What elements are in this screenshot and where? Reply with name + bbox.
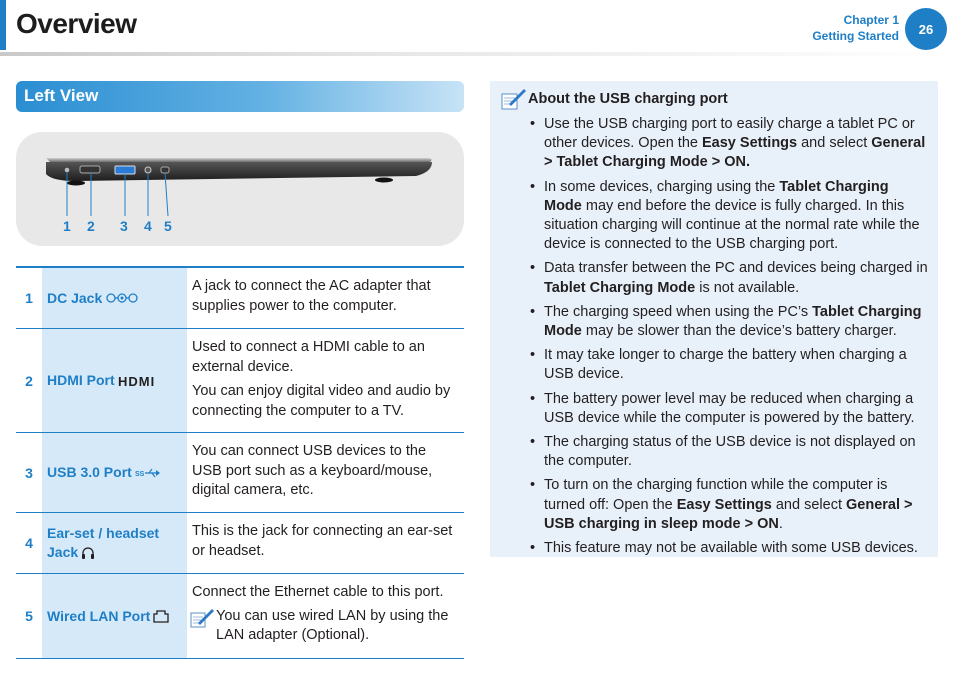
section-heading-left-view: Left View — [16, 81, 464, 112]
port-name: HDMI Port — [47, 372, 115, 388]
port-name: Wired LAN Port — [47, 607, 151, 624]
list-item — [496, 115, 928, 173]
text: The charging speed when using the PC’s — [544, 303, 813, 320]
text-bold: Tablet Charging Mode — [544, 178, 889, 214]
row-number: 1 — [25, 290, 33, 306]
lan-icon — [153, 609, 169, 623]
note-title: About the USB charging port — [528, 91, 728, 107]
text: . — [778, 515, 783, 532]
port-description — [187, 433, 464, 512]
laptop-side-icon — [16, 132, 464, 246]
dc-jack-icon — [105, 292, 139, 304]
note-pencil-icon — [496, 87, 528, 111]
port-name-cell — [42, 574, 187, 658]
text-bold: Easy Settings — [676, 496, 772, 513]
description-text: Used to connect a HDMI cable to an external device. — [192, 339, 425, 375]
row-number: 5 — [25, 608, 33, 624]
port-name-cell — [42, 433, 187, 512]
text-bold: Easy Settings — [702, 135, 798, 152]
text: and select — [797, 135, 872, 152]
description-text: This is the jack for connecting an ear-set or headset. — [192, 523, 453, 559]
list-item — [496, 476, 928, 534]
lan-note-text: You can use wired LAN by using the LAN adapter (Optional). — [216, 607, 449, 643]
header-accent-bar — [0, 0, 6, 50]
port-callout-3: 3 — [120, 218, 128, 234]
port-callout-4: 4 — [144, 218, 152, 234]
row-number: 2 — [25, 372, 33, 389]
device-left-view-illustration — [16, 132, 464, 246]
text: may be slower than the device’s battery charger. — [581, 323, 897, 340]
text: In some devices, charging using the — [544, 178, 780, 195]
port-name-cell — [42, 329, 187, 432]
lan-note — [192, 607, 459, 646]
text-bold: General > USB charging in sleep mode > ON — [544, 496, 913, 532]
port-name-cell — [42, 513, 187, 573]
port-callout-2: 2 — [87, 218, 95, 234]
list-item — [496, 178, 928, 255]
headset-icon — [81, 546, 95, 560]
port-callout-5: 5 — [164, 218, 172, 234]
text-bold: Tablet Charging Mode — [544, 303, 922, 340]
port-callout-1: 1 — [63, 218, 71, 234]
port-name — [47, 524, 182, 562]
description-text: A jack to connect the AC adapter that supplies power to the computer. — [192, 278, 431, 314]
text: and select — [771, 496, 847, 513]
usb-charging-note — [490, 81, 938, 557]
list-item — [496, 259, 928, 297]
list-item: • It may take longer to charge the battery when charging a USB device. — [496, 346, 928, 384]
row-number: 4 — [25, 535, 33, 551]
table-row — [16, 513, 464, 574]
description-text: You can enjoy digital video and audio by connecting the computer to a TV. — [192, 383, 451, 419]
text: is not available. — [695, 279, 800, 296]
chapter-title: Getting Started — [812, 29, 899, 43]
port-description — [187, 513, 464, 573]
port-name: DC Jack — [47, 289, 103, 306]
text: Data transfer between the PC and devices being charged in — [544, 260, 928, 277]
row-number: 3 — [25, 464, 33, 481]
description-text: You can connect USB devices to the USB port such as a keyboard/mouse, digital camera, etc. — [192, 443, 433, 498]
list-item: • The charging status of the USB device is not displayed on the computer. — [496, 433, 928, 471]
ports-table — [16, 266, 464, 659]
port-name-text: Ear-set / headset Jack — [47, 525, 160, 560]
text: To turn on the charging function while the computer is turned off: Open the — [544, 477, 888, 513]
list-item — [496, 303, 928, 341]
port-name-cell — [42, 268, 187, 328]
note-pencil-icon — [190, 607, 216, 629]
chapter-number: Chapter 1 — [843, 13, 899, 27]
port-description — [187, 268, 464, 328]
port-description — [187, 574, 464, 658]
port-description — [187, 329, 464, 432]
note-bullet-list — [496, 115, 928, 558]
table-row — [16, 574, 464, 659]
svg-text:HDMI: HDMI — [117, 374, 155, 387]
text: Use the USB charging port to easily charge a tablet PC or other devices. Open the — [544, 116, 915, 152]
hdmi-icon — [118, 375, 172, 387]
chapter-label — [812, 12, 899, 44]
list-item: • The battery power level may be reduced when charging a USB device while the computer is powered by the battery. — [496, 390, 928, 428]
page-title: Overview — [16, 8, 137, 39]
table-row — [16, 268, 464, 329]
svg-text:SS: SS — [134, 470, 145, 478]
text: may end before the device is fully charged. In this situation charging will continue at the normal rate while the device is connected to the USB charging port. — [544, 197, 920, 253]
note-heading — [496, 87, 928, 111]
list-item: • This feature may not be available with some USB devices. — [496, 539, 928, 558]
usb-ss-icon — [135, 467, 161, 479]
port-name: USB 3.0 Port — [47, 464, 132, 480]
table-row — [16, 433, 464, 513]
table-row — [16, 329, 464, 433]
text-bold: Tablet Charging Mode — [544, 279, 696, 296]
description-text: Connect the Ethernet cable to this port. — [192, 584, 444, 600]
header-divider — [0, 52, 954, 56]
page-number-badge: 26 — [905, 8, 947, 50]
text-bold: General > Tablet Charging Mode > ON. — [544, 135, 926, 171]
